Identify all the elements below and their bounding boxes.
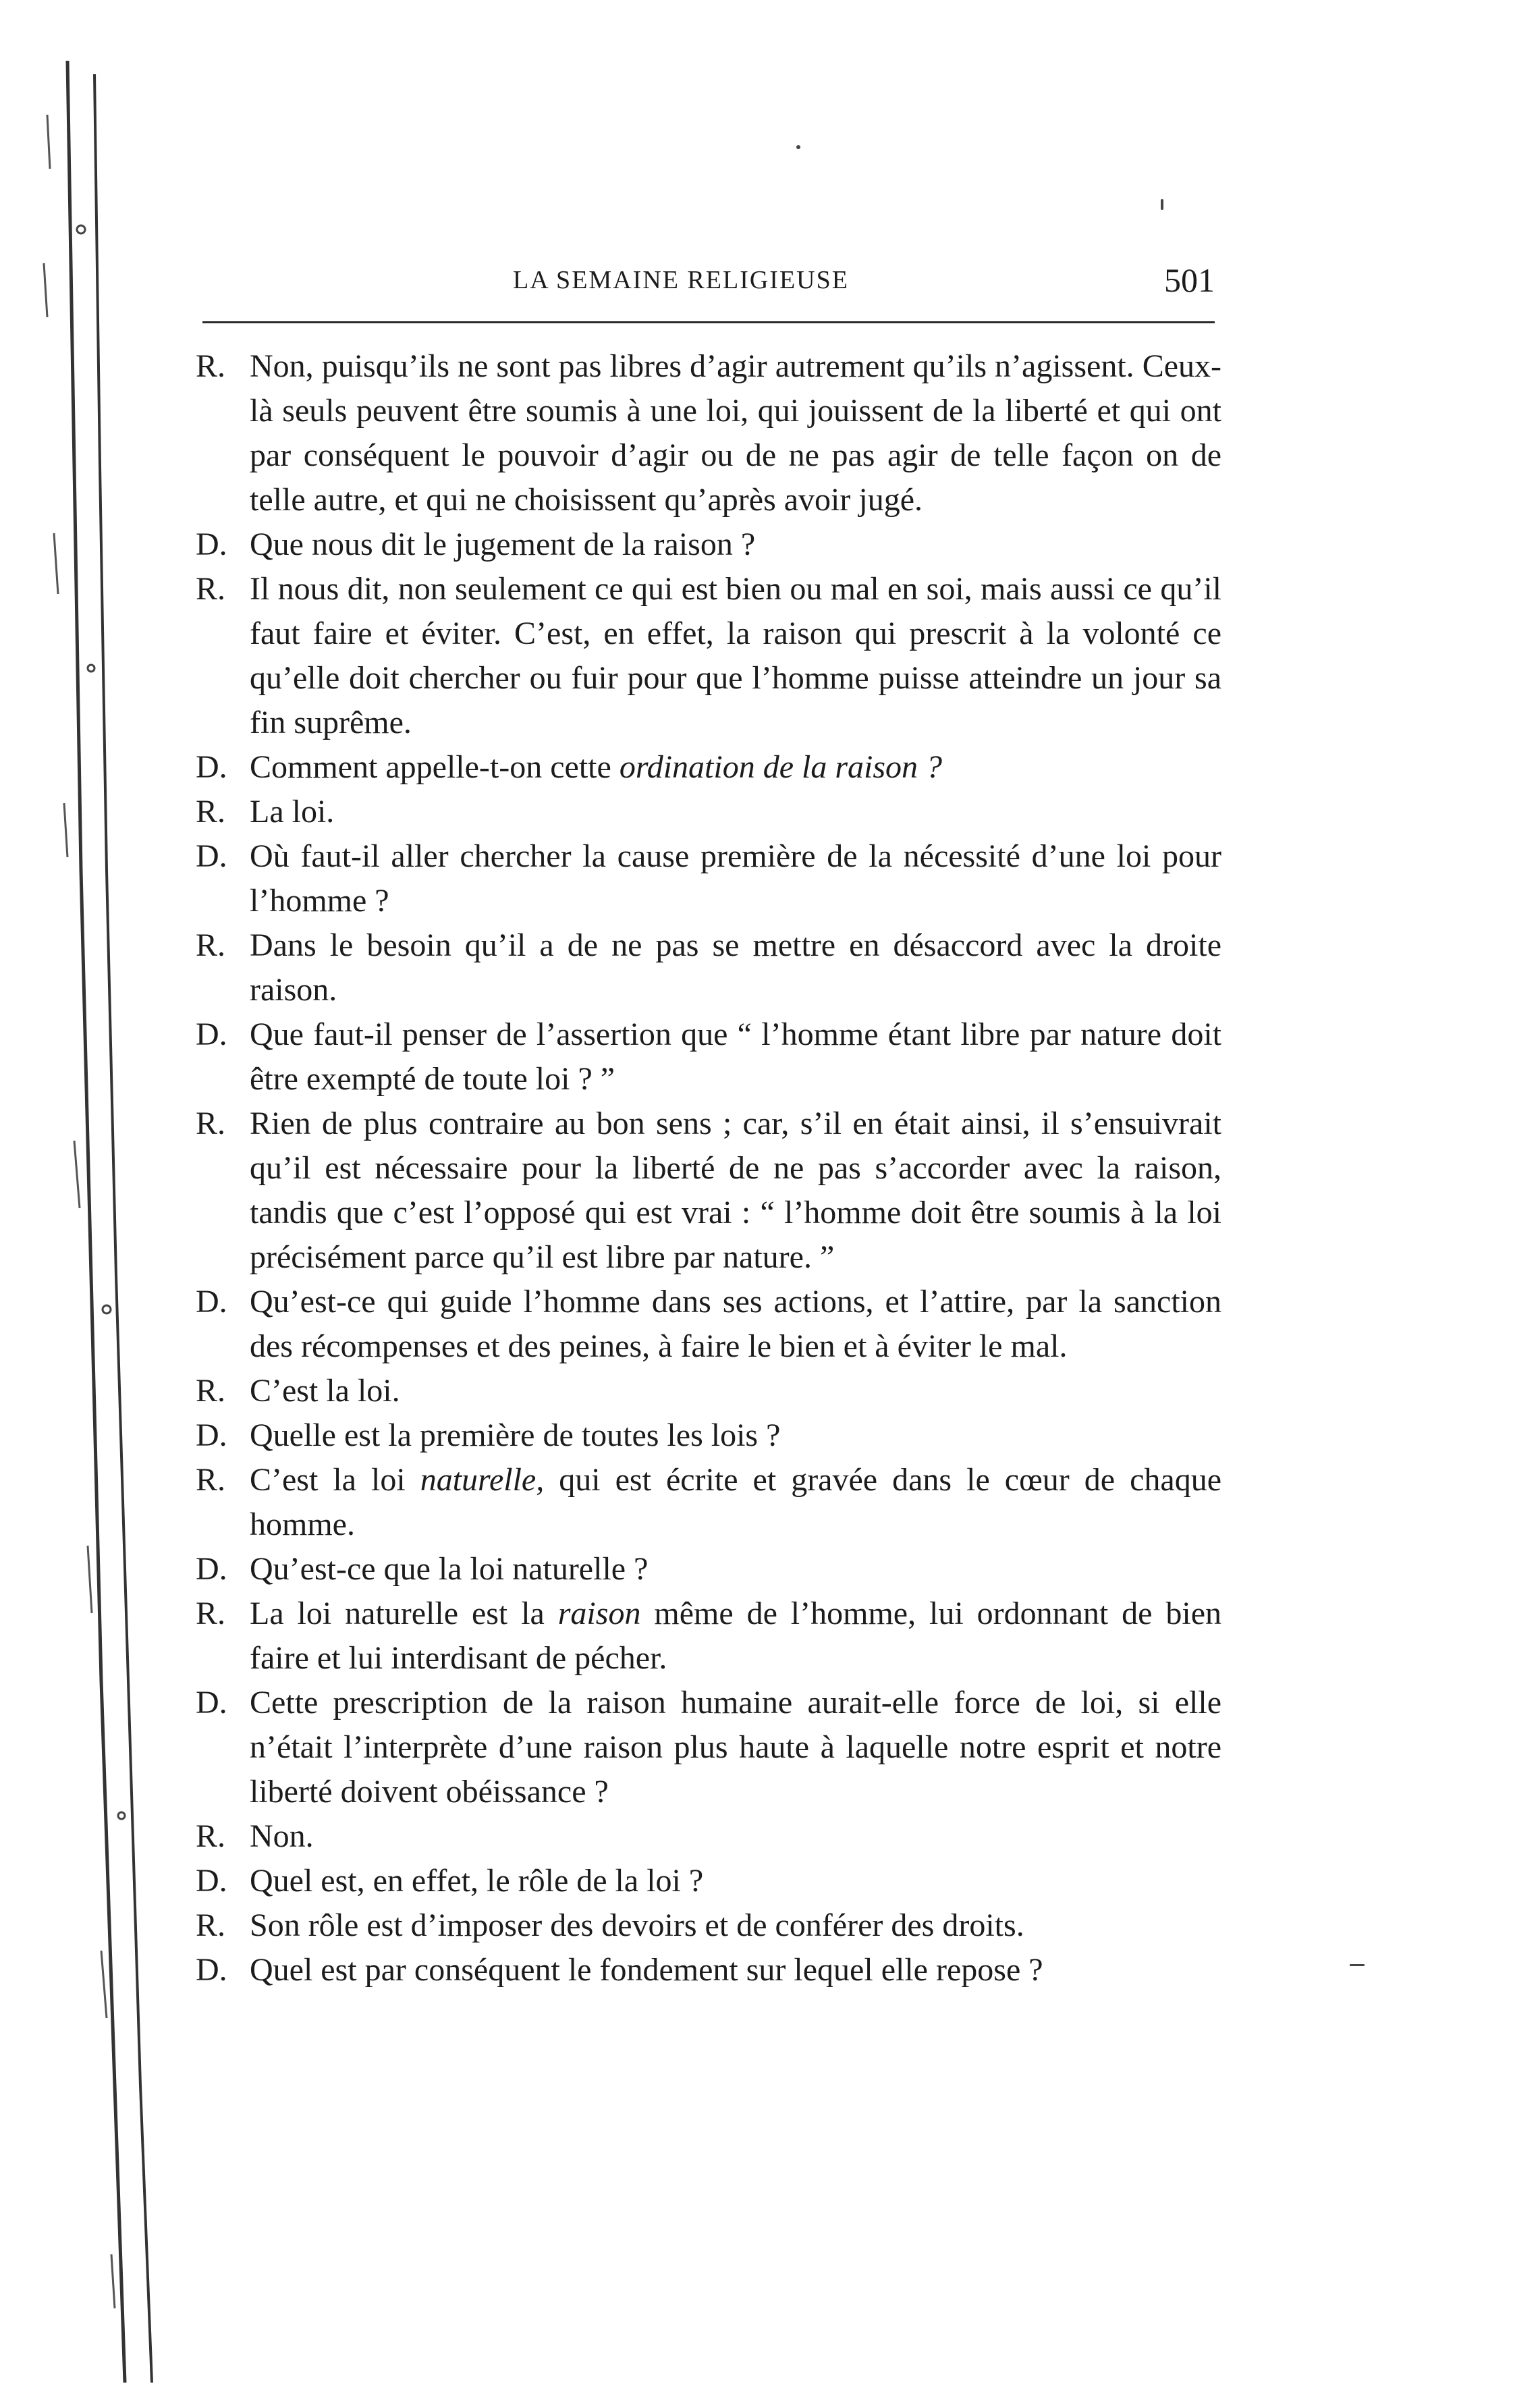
entry-italic-text: raison (557, 1596, 641, 1631)
speaker-label: R. (196, 794, 226, 830)
qa-entry (196, 1948, 1221, 1992)
entry-text: Dans le besoin qu’il a de ne pas se mettre en désaccord avec la droite raison. (250, 927, 1221, 1008)
page-number: 501 (1164, 261, 1215, 299)
speaker-label: D. (196, 838, 227, 874)
running-title: LA SEMAINE RELIGIEUSE (513, 266, 849, 294)
qa-entry (196, 344, 1221, 522)
qa-entry (196, 834, 1221, 923)
speaker-label: R. (196, 1818, 226, 1854)
entry-text: Rien de plus contraire au bon sens ; car, s’il en était ainsi, il s’ensuivrait qu’il est nécessaire pour la liberté de ne pas s’accorder avec la raison, tandis que c’est l’opposé qui est vrai : “ l’homme doit être soumis à la loi précisément parce qu’il est libre par nature. ” (250, 1106, 1221, 1275)
speaker-label: D. (196, 1016, 227, 1052)
speaker-label: R. (196, 1373, 226, 1409)
qa-entry (196, 1681, 1221, 1814)
qa-entry (196, 1012, 1221, 1102)
entry-text: Qu’est-ce qui guide l’homme dans ses actions, et l’attire, par la sanction des récompenses et des peines, à faire le bien et à éviter le mal. (250, 1284, 1221, 1364)
entry-text: Non. (250, 1818, 314, 1854)
speaker-label: R. (196, 1907, 226, 1943)
speaker-label: D. (196, 526, 227, 562)
catechism-text (196, 344, 1221, 1992)
qa-entry (196, 923, 1221, 1012)
speaker-label: R. (196, 1106, 226, 1141)
header-rule (202, 321, 1215, 323)
speaker-label: D. (196, 1417, 227, 1453)
entry-text: Comment appelle-t-on cette (250, 749, 620, 785)
entry-text: qui est écrite et gravée dans le cœur de chaque homme. (250, 1462, 1221, 1542)
speaker-label: D. (196, 1685, 227, 1720)
speaker-label: D. (196, 1863, 227, 1899)
page-header (202, 260, 1215, 300)
qa-entry (196, 1903, 1221, 1948)
speaker-label: R. (196, 927, 226, 963)
speaker-label: D. (196, 1284, 227, 1320)
scan-speck (1161, 199, 1163, 210)
entry-text: même de l’homme, lui ordonnant de bien faire et lui interdisant de pécher. (250, 1596, 1221, 1676)
entry-italic-text: ordination de la raison ? (619, 749, 943, 785)
entry-text: Que faut-il penser de l’assertion que “ l’homme étant libre par nature doit être exempté de toute loi ? ” (250, 1016, 1221, 1097)
qa-entry (196, 567, 1221, 745)
qa-entry (196, 1592, 1221, 1681)
entry-text: Où faut-il aller chercher la cause première de la nécessité d’une loi pour l’homme ? (250, 838, 1221, 919)
speaker-label: R. (196, 1462, 226, 1498)
entry-text: Que nous dit le jugement de la raison ? (250, 526, 756, 562)
scan-speck (796, 145, 800, 149)
qa-entry (196, 745, 1221, 790)
qa-entry (196, 1413, 1221, 1458)
qa-entry (196, 1280, 1221, 1369)
speaker-label: D. (196, 1952, 227, 1988)
qa-entry (196, 522, 1221, 567)
qa-entry (196, 790, 1221, 834)
entry-italic-text: naturelle, (420, 1462, 545, 1498)
qa-entry (196, 1458, 1221, 1547)
entry-text: La loi naturelle est la (250, 1596, 558, 1631)
entry-text: Cette prescription de la raison humaine aurait-elle force de loi, si elle n’était l’interprète d’une raison plus haute à laquelle notre esprit et notre liberté doivent obéissance ? (250, 1685, 1221, 1810)
qa-entry (196, 1102, 1221, 1280)
speaker-label: R. (196, 348, 226, 384)
qa-entry (196, 1547, 1221, 1592)
qa-entry (196, 1814, 1221, 1859)
entry-text: Quel est par conséquent le fondement sur lequel elle repose ? (250, 1952, 1043, 1988)
entry-text: C’est la loi (250, 1462, 420, 1498)
entry-text: Qu’est-ce que la loi naturelle ? (250, 1551, 649, 1587)
entry-text: La loi. (250, 794, 335, 830)
qa-entry (196, 1859, 1221, 1903)
page-binding-edge (27, 61, 189, 2383)
entry-text: Il nous dit, non seulement ce qui est bien ou mal en soi, mais aussi ce qu’il faut faire et éviter. C’est, en effet, la raison qui prescrit à la volonté ce qu’elle doit chercher ou fuir pour que l’homme puisse atteindre un jour sa fin suprême. (250, 571, 1221, 740)
speaker-label: R. (196, 1596, 226, 1631)
speaker-label: D. (196, 749, 227, 785)
entry-text: Son rôle est d’imposer des devoirs et de conférer des droits. (250, 1907, 1024, 1943)
speaker-label: R. (196, 571, 226, 607)
entry-text: C’est la loi. (250, 1373, 400, 1409)
entry-text: Quelle est la première de toutes les lois ? (250, 1417, 781, 1453)
entry-text: Non, puisqu’ils ne sont pas libres d’agir autrement qu’ils n’agissent. Ceux-là seuls peuvent être soumis à une loi, qui jouissent de la liberté et qui ont par conséquent le pouvoir d’agir ou de ne pas agir de telle façon on de telle autre, et qui ne choisissent qu’après avoir jugé. (250, 348, 1221, 518)
speaker-label: D. (196, 1551, 227, 1587)
entry-text: Quel est, en effet, le rôle de la loi ? (250, 1863, 704, 1899)
scan-speck (1350, 1964, 1365, 1966)
qa-entry (196, 1369, 1221, 1413)
